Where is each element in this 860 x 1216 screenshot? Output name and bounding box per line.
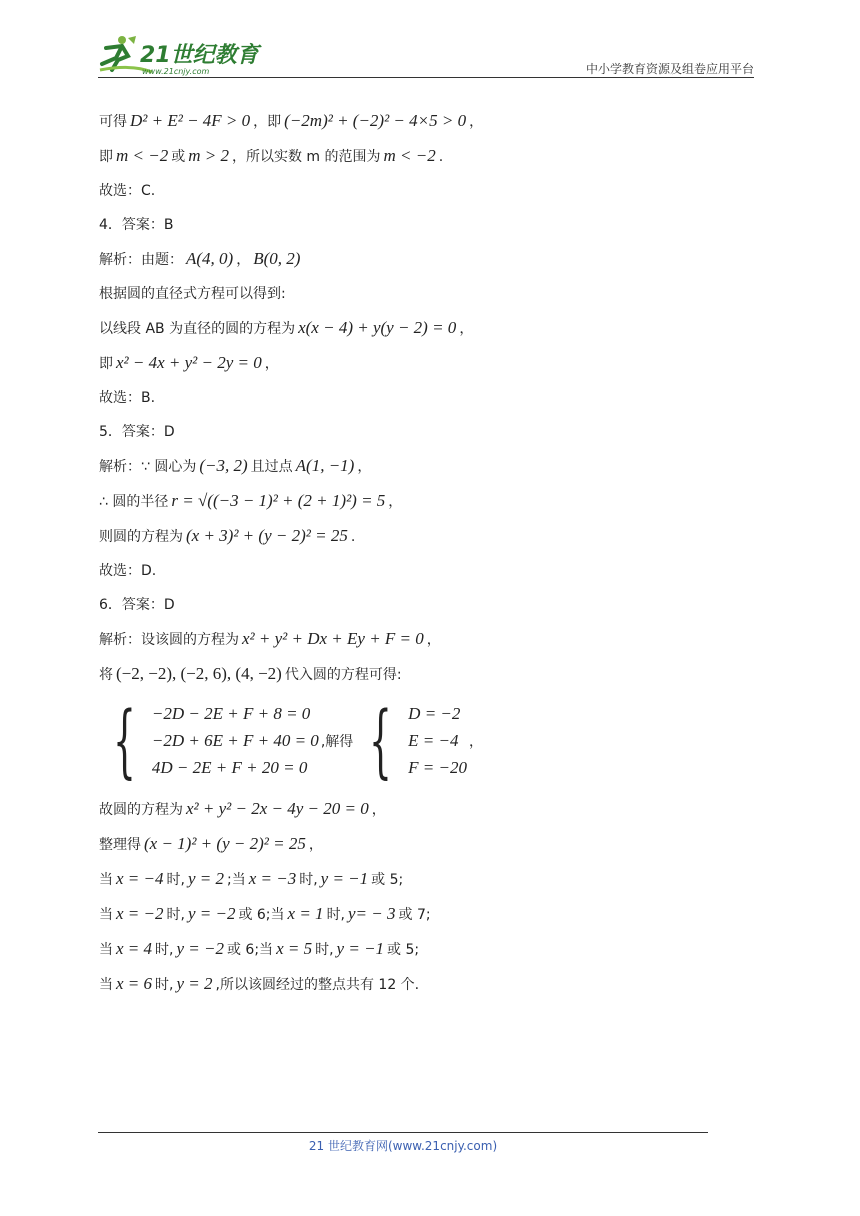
equation: −2D + 6E + F + 40 = 0	[151, 731, 319, 750]
line-1: 可得 D² + E² − 4F > 0 ，即 (−2m)² + (−2)² − 4×5 > 0 ，	[99, 111, 484, 130]
answer-5: 5．答案：D	[99, 424, 175, 440]
site-logo[interactable]	[92, 34, 262, 76]
line-13: 则圆的方程为 (x + 3)² + (y − 2)² = 25 .	[99, 526, 356, 545]
left-brace: {	[112, 694, 136, 787]
logo-text: 21世纪教育	[140, 43, 259, 68]
page-header	[0, 0, 860, 80]
line-21: 当 x = −2 时, y = −2 或 6;当 x = 1 时, y= − 3 或 7;	[99, 904, 431, 923]
system-right	[408, 701, 467, 781]
answer-4: 4．答案：B	[99, 217, 174, 233]
line-9: 故选：B.	[99, 390, 156, 406]
line-22: 当 x = 4 时, y = −2 或 6;当 x = 5 时, y = −1 或 5;	[99, 939, 420, 958]
line-18: 故圆的方程为 x² + y² − 2x − 4y − 20 = 0 ，	[99, 799, 386, 818]
line-17: 将 (−2, −2), (−2, 6), (4, −2) 代入圆的方程可得:	[99, 664, 402, 683]
line-11: 解析：∵ 圆心为 (−3, 2) 且过点 A(1, −1) ，	[99, 456, 372, 475]
line-7: 以线段 AB 为直径的圆的方程为 x(x − 4) + y(y − 2) = 0 ，	[99, 318, 474, 337]
solve-label: ,解得	[320, 734, 354, 750]
line-16: 解析：设该圆的方程为 x² + y² + Dx + Ey + F = 0 ，	[99, 629, 441, 648]
footer-divider	[98, 1132, 708, 1133]
line-14: 故选：D.	[99, 563, 157, 579]
line-23: 当 x = 6 时, y = 2 ,所以该圆经过的整点共有 12 个.	[99, 974, 420, 993]
system-end: ，	[469, 734, 483, 750]
equation: 4D − 2E + F + 20 = 0	[151, 758, 308, 777]
answer-6: 6．答案：D	[99, 597, 175, 613]
footer-link[interactable]: 21 世纪教育网(www.21cnjy.com)	[308, 1139, 498, 1153]
system-left	[152, 701, 319, 781]
header-divider	[98, 77, 754, 78]
solution: D = −2	[408, 704, 461, 723]
equation-system	[99, 696, 759, 786]
document-body	[99, 104, 759, 1002]
solution: E = −4	[408, 731, 459, 750]
line-8: 即 x² − 4x + y² − 2y = 0 ，	[99, 353, 279, 372]
solution: F = −20	[408, 758, 467, 777]
logo-url: www.21cnjy.com	[142, 67, 210, 76]
equation: −2D − 2E + F + 8 = 0	[151, 704, 311, 723]
logo-graphic	[92, 34, 262, 76]
line-20: 当 x = −4 时, y = 2 ;当 x = −3 时, y = −1 或 5;	[99, 869, 404, 888]
line-2: 即 m < −2 或 m > 2 ，所以实数 m 的范围为 m < −2 .	[99, 146, 444, 165]
line-19: 整理得 (x − 1)² + (y − 2)² = 25 ，	[99, 834, 323, 853]
right-brace: {	[369, 694, 393, 787]
line-3: 故选：C.	[99, 183, 156, 199]
line-6: 根据圆的直径式方程可以得到:	[99, 286, 286, 302]
site-name: 中小学教育资源及组卷应用平台	[585, 62, 754, 76]
line-5: 解析：由题： A(4, 0) ， B(0, 2)	[99, 249, 301, 268]
line-12: ∴ 圆的半径 r = √((−3 − 1)² + (2 + 1)²) = 5 ，	[99, 491, 403, 510]
